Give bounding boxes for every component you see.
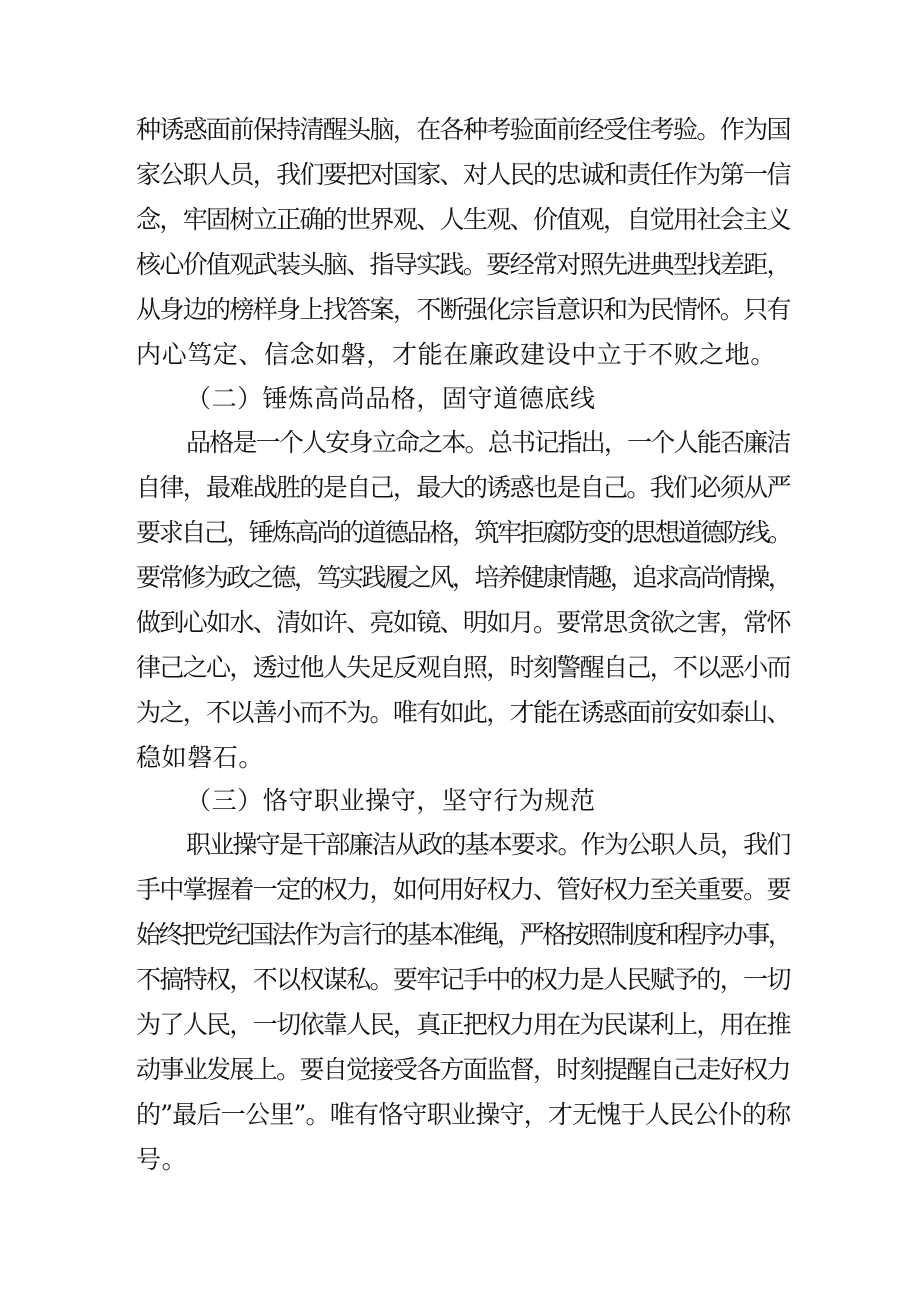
- para3-line: 为了人民，一切依靠人民，真正把权力用在为民谋利上，用在推: [136, 1010, 790, 1039]
- para3-line: 号。: [136, 1145, 188, 1174]
- section-heading-3: （三）恪守职业操守，坚守行为规范: [186, 786, 596, 815]
- para3-line: 始终把党纪国法作为言行的基本准绳，严格按照制度和程序办事，: [136, 920, 791, 949]
- para2-line: 品格是一个人安身立命之本。总书记指出，一个人能否廉洁: [186, 428, 790, 457]
- para3-line: 动事业发展上。要自觉接受各方面监督，时刻提醒自己走好权力: [136, 1055, 790, 1084]
- section-heading-2: （二）锤炼高尚品格，固守道德底线: [186, 384, 596, 413]
- para3-line: 不搞特权，不以权谋私。要牢记手中的权力是人民赋予的，一切: [136, 965, 790, 994]
- para1-line: 内心笃定、信念如磐，才能在廉政建设中立于不败之地。: [136, 340, 777, 369]
- para2-line: 为之，不以善小而不为。唯有如此，才能在诱惑面前安如泰山、: [136, 698, 790, 727]
- para1-line: 种诱惑面前保持清醒头脑，在各种考验面前经受住考验。作为国: [136, 115, 790, 144]
- para2-line: 做到心如水、清如许、亮如镜、明如月。要常思贪欲之害，常怀: [136, 608, 790, 637]
- para2-line: 要常修为政之德，笃实践履之风，培养健康情趣，追求高尚情操，: [136, 563, 791, 592]
- para3-line: 手中掌握着一定的权力，如何用好权力、管好权力至关重要。要: [136, 875, 790, 904]
- para2-line: 律己之心，透过他人失足反观自照，时刻警醒自己，不以恶小而: [136, 653, 790, 682]
- para1-line: 念，牢固树立正确的世界观、人生观、价值观，自觉用社会主义: [136, 205, 790, 234]
- para2-line: 自律，最难战胜的是自己，最大的诱惑也是自己。我们必须从严: [136, 473, 790, 502]
- para2-line: 要求自己，锤炼高尚的道德品格，筑牢拒腐防变的思想道德防线。: [136, 518, 791, 547]
- para3-line: 职业操守是干部廉洁从政的基本要求。作为公职人员，我们: [186, 830, 790, 859]
- para2-line: 稳如磐石。: [136, 743, 265, 772]
- para3-line: 的”最后一公里”。唯有恪守职业操守，才无愧于人民公仆的称: [136, 1100, 791, 1129]
- para1-line: 核心价值观武装头脑、指导实践。要经常对照先进典型找差距，: [136, 250, 790, 279]
- para1-line: 家公职人员，我们要把对国家、对人民的忠诚和责任作为第一信: [136, 160, 790, 189]
- para1-line: 从身边的榜样身上找答案，不断强化宗旨意识和为民情怀。只有: [136, 295, 790, 324]
